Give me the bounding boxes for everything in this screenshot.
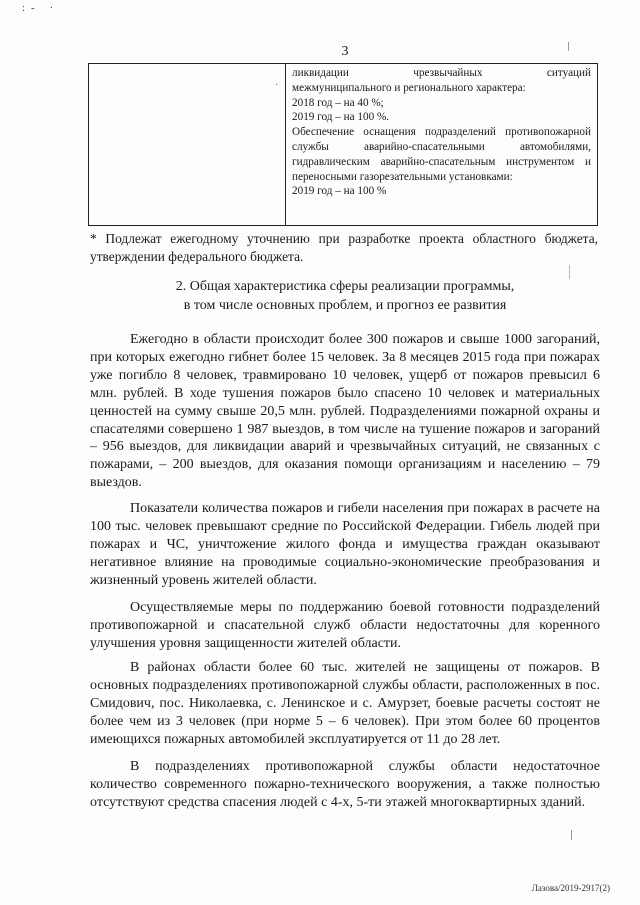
footnote <box>90 230 598 265</box>
scan-artifact-mark <box>568 42 569 51</box>
table-cell-line: 2019 год – на 100 % <box>292 185 387 198</box>
table-column-divider <box>285 64 286 225</box>
table-cell-targets <box>292 66 591 199</box>
scan-corner-marks: :- · <box>22 2 60 14</box>
paragraph-fire-statistics: Ежегодно в области происходит более 300 пожаров и свыше 1000 загораний, при которых ежегодно гибнет более 15 человек. За 8 месяцев 2015 года при пожарах уже погибло 8 человек, травмировано 10 человек, ущерб от пожаров превысил 6 млн. рублей. В ходе тушения пожаров было спасено 10 человек и материальных ценностей на сумму свыше 20,5 млн. рублей. Подразделениями пожарной охраны и спасателями совершено 1 987 выездов, в том числе на тушение пожаров и загораний – 956 выездов, для ликвидации аварий и чрезвычайных ситуаций, не связанных с пожарами, – 200 выездов, для оказания помощи организациям и населению – 79 выездов. <box>90 332 600 491</box>
section-heading-line-1: 2. Общая характеристика сферы реализации программы, <box>175 279 515 294</box>
table-cell-line: 2018 год – на 40 %; <box>292 96 384 109</box>
table-cell-line: ликвидации чрезвычайных ситуаций <box>292 67 591 79</box>
section-heading-line-2: в том числе основных проблем, и прогноз ее развития <box>183 297 507 313</box>
table-cell-line: Обеспечение оснащения подразделений противопожарной службы аварийно-спасательными автомобилями, гидравлическим аварийно-спасательным инструментом и переносными газорезательными установками: <box>292 126 591 183</box>
section-body <box>90 331 600 821</box>
page-number: 3 <box>341 44 349 59</box>
targets-table <box>88 63 598 226</box>
document-code: Лазова/2019-2917(2) <box>531 883 610 893</box>
section-heading <box>90 278 600 315</box>
paragraph-districts: В районах области более 60 тыс. жителей не защищены от пожаров. В основных подразделениях противопожарной службы области, расположенных в пос. Смидович, пос. Николаевка, с. Ленинское и с. Амурзет, боевые расчеты состоят не более чем из 3 человек (при норме 5 – 6 человек). При этом более 60 процентов имеющихся пожарных автомобилей эксплуатируется от 11 до 28 лет. <box>90 660 600 748</box>
paragraph-measures: Осуществляемые меры по поддержанию боевой готовности подразделений противопожарной и спасательной служб области недостаточны для коренного улучшения уровня защищенности жителей области. <box>90 599 600 651</box>
scan-artifact-mark <box>569 265 570 279</box>
table-cell-line: 2019 год – на 100 %. <box>292 111 390 124</box>
scan-dot: · <box>275 80 279 91</box>
paragraph-equipment: В подразделениях противопожарной службы области недостаточное количество современного пожарно-технического вооружения, а также полностью отсутствуют средства спасения людей с 4-х, 5-ти этажей многоквартирных зданий. <box>90 758 600 810</box>
scan-artifact-mark <box>571 830 572 840</box>
footnote-text: * Подлежат ежегодному уточнению при разработке проекта областного бюджета, утверждении федерального бюджета. <box>90 231 598 264</box>
table-cell-line: межмуниципального и регионального характера: <box>292 81 526 94</box>
paragraph-indicators: Показатели количества пожаров и гибели населения при пожарах в расчете на 100 тыс. человек превышают средние по Российской Федерации. Гибель людей при пожарах и ЧС, уничтожение жилого фонда и имущества граждан оказывают негативное влияние на проводимые социально-экономические преобразования и жизненный уровень жителей области. <box>90 501 600 588</box>
